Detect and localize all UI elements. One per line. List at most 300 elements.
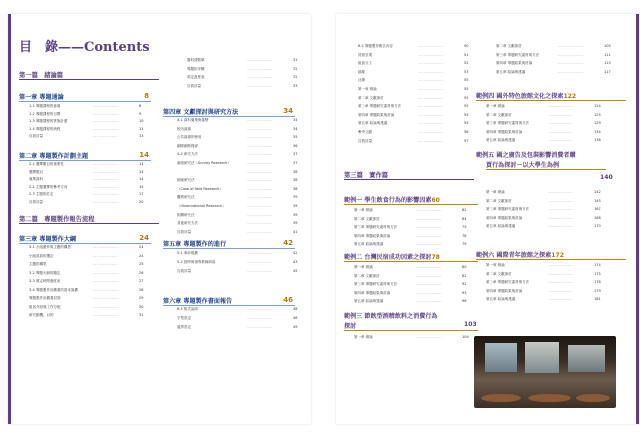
dot-leader: ....................... — [548, 198, 574, 203]
chapter-heading — [19, 151, 151, 161]
dot-leader: ....................... — [418, 95, 444, 100]
dot-leader: ....................... — [418, 138, 444, 143]
toc-entry-label: 校內資源 — [177, 126, 191, 131]
toc-entry-label: 1-4 專題課程的流程 — [29, 126, 61, 131]
toc-entry-label: 公共資源的使用 — [177, 135, 202, 140]
toc-entry-label: 第二章 文獻探討 — [354, 273, 380, 278]
chapter-page: 14 — [139, 151, 149, 159]
toc-entry-page: 33 — [293, 83, 298, 88]
toc-entry-label: 自我評量 — [187, 83, 201, 88]
chapter-heading: 探討 — [344, 321, 478, 331]
dot-leader: ....................... — [93, 253, 119, 258]
toc-entry-page: 50 — [464, 44, 469, 48]
toc-entry-label: 2-2 主題選擇的參考方向 — [29, 184, 68, 189]
toc-entry-page: 170 — [594, 224, 601, 229]
toc-entry-page: 37 — [293, 152, 298, 157]
toc-entry-label: 字型設定 — [177, 316, 191, 320]
toc-entry-label: 1-3 專題課程的實施計畫 — [29, 119, 68, 124]
toc-entry-page: 167 — [594, 207, 601, 212]
toc-entry-page: 96 — [462, 299, 467, 304]
toc-entry-label: 第四章 專題結果與討論 — [486, 215, 523, 220]
toc-entry-label: 5-1 事前規劃 — [177, 251, 198, 255]
chapter-page: 8 — [144, 92, 149, 100]
toc-entry-page: 45 — [293, 269, 298, 273]
dot-leader: ....................... — [416, 225, 442, 230]
toc-entry-page: 38 — [293, 178, 298, 183]
toc-entry-page: 55 — [464, 87, 469, 91]
toc-entry-label: 第五章 結論與建議 — [354, 299, 384, 304]
dot-leader: ....................... — [416, 290, 442, 295]
chapter-heading: 範例三 節飲型酒精飲料之消費行為 — [344, 313, 438, 320]
dot-leader: ....................... — [93, 200, 119, 204]
toc-entry-page: 13 — [139, 134, 144, 139]
dot-leader: ....................... — [93, 192, 119, 197]
toc-entry-page: 39 — [293, 212, 298, 217]
dot-leader: ....................... — [548, 112, 574, 117]
toc-entry-label: 3-3 預定時間進度表 — [29, 279, 61, 283]
toc-entry-page: 49 — [293, 325, 298, 329]
dot-leader: ....................... — [93, 184, 119, 189]
toc-entry-label: 其他研究方法 — [177, 221, 198, 226]
dot-leader: ....................... — [418, 52, 444, 57]
toc-entry-page: 30 — [139, 304, 144, 309]
toc-entry-label: 第四章 專題結果與討論 — [496, 61, 533, 66]
toc-entry-page: 115 — [604, 61, 611, 66]
toc-entry-label: 選擇題目 — [29, 169, 43, 174]
dot-leader: ....................... — [93, 245, 119, 249]
chapter-heading — [476, 91, 626, 101]
toc-entry-label: 第二章 文獻探討 — [496, 44, 522, 48]
chapter-page: 42 — [283, 239, 293, 247]
toc-entry-label: 第一章 緒論 — [354, 265, 373, 269]
toc-entry-label: 組員介紹與工作分配 — [29, 304, 61, 309]
toc-entry-page: 142 — [594, 190, 601, 194]
dot-leader: ....................... — [416, 265, 442, 269]
chapter-heading — [344, 252, 478, 262]
toc-entry-page: 25 — [139, 262, 144, 266]
toc-entry-label: 器材清點單 — [187, 58, 205, 62]
toc-entry-page: 129 — [594, 121, 601, 126]
dot-leader: ....................... — [418, 44, 444, 48]
toc-entry-page: 42 — [293, 251, 298, 255]
toc-entry-label: 2-1 選擇題目的重要性 — [29, 162, 64, 166]
dot-leader: ....................... — [416, 282, 442, 287]
chapter-heading — [344, 195, 478, 205]
toc-entry-page: 79 — [462, 242, 467, 247]
part-heading: 第三篇 實作篇 — [344, 170, 474, 180]
dot-leader: ....................... — [93, 279, 119, 283]
toc-entry-label: 5-2 按時與指導教師商談 — [177, 260, 216, 264]
dot-leader: ....................... — [548, 288, 574, 293]
dot-leader: ....................... — [93, 296, 119, 300]
toc-entry-page: 48 — [293, 316, 298, 320]
dot-leader: ....................... — [93, 313, 119, 317]
toc-entry-label: 預定進度表 — [187, 75, 205, 79]
dot-leader: ....................... — [548, 104, 574, 108]
toc-entry-label: 第三章 專題研究素材與方法 — [496, 52, 540, 57]
toc-entry-label: 觀察研究法 — [177, 195, 195, 200]
toc-entry-page: 14 — [139, 169, 144, 174]
dot-leader: ....................... — [418, 104, 444, 109]
toc-entry-page: 11 — [139, 126, 144, 131]
dot-leader: ....................... — [247, 316, 273, 320]
dot-leader: ....................... — [247, 204, 273, 208]
dot-leader: ....................... — [247, 195, 273, 200]
dot-leader: ....................... — [548, 224, 574, 229]
toc-entry-label: 第五章 結論與建議 — [354, 242, 384, 247]
dot-leader: ....................... — [247, 251, 273, 255]
toc-entry-label: 專題製作計劃書封面 — [29, 296, 61, 300]
toc-entry-label: 2-3 主題的訂定 — [29, 192, 54, 197]
toc-entry-page: 75 — [462, 225, 467, 230]
toc-entry-page: 181 — [594, 297, 601, 302]
dot-leader: ....................... — [247, 325, 273, 329]
dot-leader: ....................... — [418, 87, 444, 91]
dot-leader: ....................... — [93, 134, 119, 139]
toc-entry-label: 調查研究法（Survey Research） — [177, 161, 231, 165]
dot-leader: ....................... — [247, 118, 273, 122]
dot-leader: ....................... — [247, 307, 273, 311]
toc-entry-page: 55 — [464, 95, 469, 100]
toc-entry-page: 57 — [464, 138, 469, 143]
dot-leader: ....................... — [418, 78, 444, 83]
dot-leader: ....................... — [548, 280, 574, 285]
toc-entry-label: 1-1 專題課程的意義 — [29, 104, 61, 108]
dot-leader: ....................... — [548, 215, 574, 220]
dot-leader: ....................... — [416, 242, 442, 247]
dot-leader: ....................... — [548, 138, 574, 143]
toc-entry-page: 41 — [293, 229, 298, 234]
dot-leader: ....................... — [247, 58, 273, 62]
chapter-title: 範例二 台灣民宿成功因素之探討 — [344, 254, 432, 261]
chapter-title: 第三章 專題製作大綱 — [19, 236, 76, 243]
toc-entry-page: 35 — [293, 135, 298, 140]
toc-entry-page: 39 — [293, 195, 298, 200]
toc-entry-page: 15 — [139, 184, 144, 189]
toc-entry-page: 31 — [139, 313, 144, 317]
toc-entry-page: 29 — [139, 296, 144, 300]
dot-leader: ....................... — [416, 216, 442, 221]
toc-entry-page: 105 — [604, 44, 611, 48]
chapter-heading — [163, 239, 295, 249]
toc-entry-page: 93 — [462, 290, 467, 295]
toc-entry-page: 48 — [293, 307, 298, 311]
toc-entry-page: 51 — [464, 52, 469, 57]
chapter-heading — [19, 234, 151, 244]
dot-leader: ....................... — [247, 260, 273, 264]
toc-entry-page: 32 — [293, 75, 298, 79]
chapter-title: 第五章 專題製作的進行 — [163, 241, 227, 248]
cafe-photo — [474, 336, 616, 408]
toc-entry-page: 38 — [293, 186, 298, 191]
dot-leader: ....................... — [416, 208, 442, 212]
toc-entry-label: 研究動機、目的 — [29, 313, 54, 317]
part-heading: 第一篇 緒論篇 — [19, 70, 159, 80]
toc-entry-page: 55 — [464, 112, 469, 117]
toc-entry-label: 相關研究法 — [177, 212, 195, 217]
toc-entry-label: 3-4 專題製作計劃書的基本架構 — [29, 287, 78, 292]
toc-entry-label: 第二章 文獻探討 — [358, 95, 384, 100]
toc-entry-label: 蒐集資料 — [29, 177, 43, 182]
toc-entry-page: 104 — [462, 335, 469, 339]
dot-leader: ....................... — [93, 177, 119, 182]
toc-entry-page: 78 — [462, 233, 467, 238]
toc-entry-label: 6-2 專題製作報告內容 — [358, 44, 393, 48]
chapter-page: 24 — [139, 234, 149, 242]
toc-entry-page: 53 — [464, 69, 469, 74]
toc-entry-page: 28 — [139, 287, 144, 292]
chapter-title: 第四章 文獻探討與研究方法 — [163, 109, 239, 116]
toc-entry-page: 36 — [293, 143, 298, 148]
toc-entry-label: 第二章 文獻探討 — [486, 198, 512, 203]
dot-leader: ....................... — [416, 299, 442, 304]
chapter-page: 46 — [283, 296, 293, 304]
toc-entry-label: 第四章 專題結果與討論 — [354, 290, 391, 295]
dot-leader: ....................... — [558, 44, 584, 48]
toc-entry-label: 目錄 — [358, 78, 365, 83]
toc-entry-page: 14 — [139, 162, 144, 166]
toc-entry-page: 34 — [293, 126, 298, 131]
toc-entry-page: 38 — [293, 169, 298, 174]
toc-entry-page: 134 — [594, 129, 601, 134]
dot-leader: ....................... — [548, 190, 574, 194]
dot-leader: ....................... — [247, 169, 273, 174]
toc-entry-label: 個案研究法 — [177, 178, 195, 183]
toc-entry-page: 168 — [594, 215, 601, 220]
toc-entry-page: 145 — [594, 198, 601, 203]
toc-entry-label: 第五章 結論與建議 — [496, 69, 526, 74]
toc-entry-page: 111 — [604, 52, 611, 57]
dot-leader: ....................... — [93, 104, 119, 108]
chapter-page: 172 — [551, 252, 564, 259]
toc-entry-page: 174 — [594, 263, 601, 267]
dot-leader: ....................... — [247, 83, 273, 88]
chapter-title: 範例四 國外特色旅館文化之探索 — [476, 93, 564, 100]
dot-leader: ....................... — [93, 270, 119, 275]
toc-entry-label: 第一章 緒論 — [358, 87, 377, 91]
dot-leader: ....................... — [247, 221, 273, 226]
chapter-page: 34 — [283, 107, 293, 115]
dot-leader: ....................... — [548, 207, 574, 212]
toc-entry-page: 39 — [293, 221, 298, 226]
dot-leader: ....................... — [93, 119, 119, 124]
dot-leader: ....................... — [418, 69, 444, 74]
chapter-page: 140 — [600, 174, 613, 181]
dot-leader: ....................... — [247, 143, 273, 148]
dot-leader: ....................... — [93, 126, 119, 131]
toc-entry-page: 14 — [139, 177, 144, 182]
dot-leader: ....................... — [548, 263, 574, 267]
dot-leader: ....................... — [247, 269, 273, 273]
toc-entry-label: 邊界設定 — [177, 325, 191, 329]
toc-entry-page: 8 — [139, 104, 142, 108]
chapter-heading — [163, 107, 295, 117]
dot-leader: ....................... — [247, 161, 273, 165]
dot-leader: ....................... — [247, 75, 273, 79]
toc-entry-label: 封面呈現 — [358, 52, 372, 57]
chapter-page: 78 — [431, 254, 440, 261]
dot-leader: ....................... — [548, 129, 574, 134]
chapter-title: 第二章 專題製作計劃主題 — [19, 153, 89, 160]
chapter-heading: 範例五 國之廣告及包裝影響消費者購 — [476, 152, 576, 159]
dot-leader: ....................... — [418, 130, 444, 134]
dot-leader: ....................... — [247, 212, 273, 217]
toc-entry-label: 3-2 專題大綱的擬定 — [29, 270, 61, 275]
chapter-heading: 買行為探討－以大學生為例 — [486, 160, 606, 170]
toc-entry-label: 第五章 結論與建議 — [486, 138, 516, 143]
toc-entry-page: 34 — [293, 118, 298, 122]
toc-entry-label: 第四章 專題結果與討論 — [354, 233, 391, 238]
toc-entry-label: 第二章 文獻探討 — [486, 271, 512, 276]
toc-entry-page: 62 — [462, 208, 467, 212]
toc-entry-label: 第三章 專題研究素材與方法 — [354, 282, 398, 287]
toc-entry-page: 138 — [594, 138, 601, 143]
toc-entry-label: 4-1 資料蒐集與彙整 — [177, 118, 209, 122]
toc-entry-label: 第一章 緒論 — [354, 208, 373, 212]
dot-leader: ....................... — [548, 271, 574, 276]
toc-entry-page: 52 — [464, 61, 469, 66]
chapter-title: 範例一 學生飲食行為的影響因素 — [344, 197, 432, 204]
dot-leader: ....................... — [93, 111, 119, 116]
toc-entry-page: 179 — [594, 288, 601, 293]
toc-entry-page: 17 — [139, 192, 144, 197]
left-page — [8, 14, 311, 424]
chapter-heading — [476, 250, 626, 260]
chapter-page: 122 — [563, 93, 577, 100]
toc-entry-page: 20 — [139, 200, 144, 204]
part-heading: 第二篇 專題製作報告流程 — [19, 214, 159, 224]
toc-entry-label: 第四章 專題結果與討論 — [486, 288, 523, 293]
toc-entry-page: 178 — [594, 280, 601, 285]
toc-entry-label: 第一章 緒論 — [486, 190, 505, 194]
dot-leader: ....................... — [548, 297, 574, 302]
dot-leader: ....................... — [558, 69, 584, 74]
dot-leader: ....................... — [418, 61, 444, 66]
toc-entry-page: 10 — [139, 119, 144, 124]
toc-entry-label: 第三章 專題研究素材與方法 — [354, 225, 398, 230]
toc-entry-label: 第一章 緒論 — [486, 104, 505, 108]
chapter-title: 第六章 專題製作書面報告 — [163, 298, 233, 305]
toc-entry-label: 摘要 — [358, 69, 365, 74]
toc-entry-label: 自我評量 — [177, 229, 191, 234]
toc-entry-page: 27 — [139, 279, 144, 283]
chapter-heading — [163, 296, 295, 306]
toc-entry-label: 專題的步驟 — [187, 66, 205, 71]
toc-entry-label: 參考文獻 — [358, 130, 372, 134]
toc-entry-label: 自我評量 — [29, 200, 43, 204]
toc-entry-label: 第二章 文獻探討 — [354, 216, 380, 221]
dot-leader: ....................... — [548, 121, 574, 126]
toc-entry-label: （Case of field Research） — [177, 186, 223, 191]
toc-entry-label: 第三章 專題研究素材與方法 — [358, 104, 402, 109]
toc-title: 目 錄——Contents — [19, 40, 150, 55]
chapter-page: 103 — [464, 321, 477, 328]
toc-entry-label: 第五章 結論與建議 — [486, 297, 516, 302]
dot-leader: ....................... — [93, 304, 119, 309]
dot-leader: ....................... — [247, 66, 273, 71]
chapter-page: 60 — [431, 197, 440, 204]
chapter-heading — [19, 92, 151, 102]
toc-entry-label: 1-2 專題課程的目標 — [29, 111, 61, 116]
dot-leader: ....................... — [93, 262, 119, 266]
dot-leader: ....................... — [93, 169, 119, 174]
toc-entry-label: 3-1 小組運作與主題的構思 — [29, 245, 71, 249]
toc-entry-label: 網際網路搜尋 — [177, 143, 198, 148]
toc-entry-page: 26 — [139, 270, 144, 275]
toc-entry-page: 55 — [464, 121, 469, 126]
toc-entry-page: 56 — [464, 130, 469, 134]
dot-leader: ....................... — [416, 233, 442, 238]
toc-entry-label: 自我評量 — [177, 269, 191, 273]
dot-leader: ....................... — [558, 52, 584, 57]
toc-entry-label: 第三章 專題研究素材與方法 — [486, 121, 530, 126]
toc-entry-page: 82 — [462, 273, 467, 278]
toc-entry-label: 第四章 專題結果與討論 — [358, 112, 395, 117]
toc-entry-page: 117 — [604, 69, 611, 74]
toc-entry-label: 第一章 緒論 — [354, 335, 373, 339]
dot-leader: ....................... — [416, 273, 442, 278]
dot-leader: ....................... — [93, 162, 119, 166]
toc-entry-label: 第一章 緒論 — [486, 263, 505, 267]
right-page — [336, 14, 639, 424]
toc-entry-label: 第二章 文獻探討 — [486, 112, 512, 117]
toc-entry-label: 第三章 專題研究素材與方法 — [486, 207, 530, 212]
toc-entry-page: 125 — [594, 112, 601, 117]
toc-entry-page: 32 — [293, 66, 298, 71]
toc-entry-label: 小組成員的選定 — [29, 253, 54, 258]
toc-entry-page: 124 — [594, 104, 601, 108]
toc-entry-label: 第五章 結論與建議 — [358, 121, 388, 126]
toc-entry-label: 主題的構思 — [29, 262, 47, 266]
dot-leader: ....................... — [418, 121, 444, 126]
toc-entry-page: 24 — [139, 253, 144, 258]
toc-entry-label: （Observational Research） — [177, 204, 226, 208]
dot-leader: ....................... — [247, 135, 273, 140]
dot-leader: ....................... — [247, 126, 273, 131]
chapter-title: 範例六 國際青年旅館之探索 — [476, 252, 552, 259]
dot-leader: ....................... — [558, 61, 584, 66]
dot-leader: ....................... — [247, 186, 273, 191]
toc-entry-page: 92 — [462, 282, 467, 287]
dot-leader: ....................... — [247, 152, 273, 157]
toc-entry-page: 24 — [139, 245, 144, 249]
dot-leader: ....................... — [247, 178, 273, 183]
toc-entry-page: 55 — [464, 104, 469, 109]
toc-entry-page: 39 — [293, 204, 298, 208]
dot-leader: ....................... — [247, 229, 273, 234]
toc-entry-page: 9 — [139, 111, 142, 116]
toc-entry-label: 第五章 結論與建議 — [486, 224, 516, 229]
toc-entry-page: 55 — [464, 78, 469, 83]
toc-entry-page: 175 — [594, 271, 601, 276]
toc-entry-label: 自我評量 — [29, 134, 43, 139]
toc-entry-page: 64 — [462, 216, 467, 221]
dot-leader: ....................... — [93, 287, 119, 292]
dot-leader: ....................... — [418, 112, 444, 117]
toc-entry-label: 自我評量 — [358, 138, 372, 143]
toc-entry-label: 4-2 研究方法 — [177, 152, 198, 157]
toc-entry-page: 80 — [462, 265, 467, 269]
toc-entry-label: 第四章 專題結果與討論 — [486, 129, 523, 134]
toc-entry-page: 37 — [293, 161, 298, 165]
toc-entry-page: 43 — [293, 260, 298, 264]
toc-entry-label: 組員分工 — [358, 61, 372, 66]
toc-entry-label: 6-1 格式說明 — [177, 307, 198, 311]
toc-entry-page: 31 — [293, 58, 298, 62]
dot-leader: ....................... — [416, 335, 442, 339]
chapter-title: 第一章 專題通論 — [19, 94, 64, 101]
toc-entry-label: 第三章 專題研究素材與方法 — [486, 280, 530, 285]
